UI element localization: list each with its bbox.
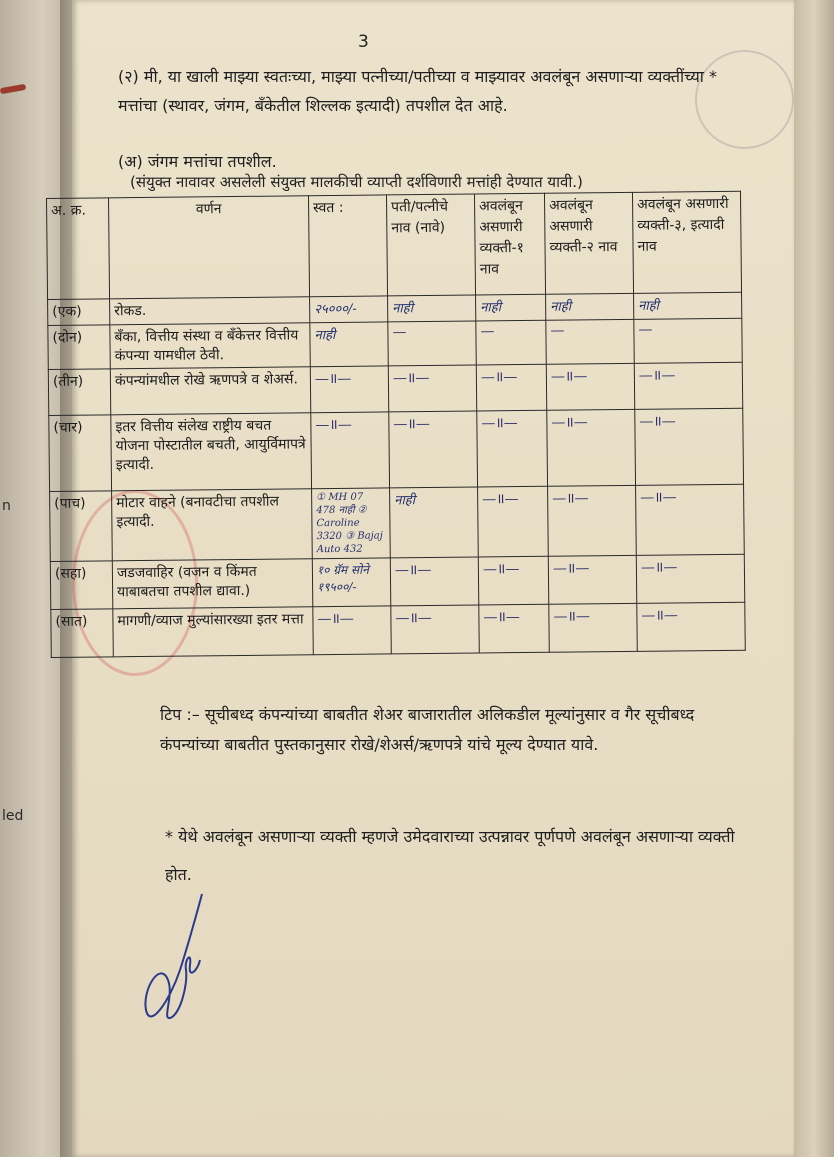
- dependent-1-value: —॥—: [479, 604, 549, 653]
- spouse-value: —॥—: [391, 605, 479, 654]
- row-number: (सहा): [50, 561, 112, 610]
- dependent-3-value: —॥—: [637, 602, 745, 651]
- dependent-3-value: —॥—: [636, 554, 744, 603]
- self-value: नाही: [310, 322, 388, 367]
- adjacent-page-fragment: led: [2, 808, 24, 824]
- header-cell: वर्णन: [109, 196, 310, 299]
- spouse-value: —॥—: [389, 411, 478, 488]
- header-cell: अवलंबून असणारी व्यक्ती-२ नाव: [544, 192, 633, 294]
- self-value: —॥—: [310, 366, 388, 413]
- dependent-2-value: नाही: [546, 293, 634, 320]
- row-number: (सात): [51, 609, 113, 658]
- table-row: [48, 318, 742, 369]
- dependent-2-value: —॥—: [546, 363, 634, 410]
- table-row: [50, 484, 745, 561]
- intro-paragraph: (२) मी, या खाली माझ्या स्वतःच्या, माझ्या पत्नीच्या/पतीच्या व माझ्यावर अवलंबून असणाऱ्या व्यक्तींच्या * मत्तांचा (स्थावर, जंगम, बँकेतील शिल्लक इत्यादी) तपशील देत आहे.: [118, 67, 718, 115]
- row-description: रोकड.: [110, 297, 310, 325]
- tip-note: टिप :– सूचीबध्द कंपन्यांच्या बाबतीत शेअर बाजारातील अलिकडील मूल्यांनुसार व गैर सूचीबध्द कंपन्यांच्या बाबतीत पुस्तकानुसार रोखे/शेअर्स/ऋणपत्रे यांचे मूल्य देण्यात यावे.: [160, 705, 695, 754]
- page-number: 3: [358, 32, 369, 52]
- row-number: (दोन): [48, 325, 110, 370]
- spouse-value: नाही: [390, 487, 479, 558]
- dependent-2-value: —॥—: [548, 555, 636, 604]
- dependent-1-value: —॥—: [476, 364, 546, 411]
- header-cell: स्वत :: [308, 195, 387, 297]
- dependent-2-value: —: [546, 319, 634, 364]
- joint-ownership-note: (संयुक्त नावावर असलेली संयुक्त मालकीची व्याप्ती दर्शविणारी मत्तांही देण्यात यावी.): [130, 173, 583, 191]
- spouse-value: —॥—: [390, 557, 478, 606]
- dependent-1-value: —॥—: [477, 410, 548, 487]
- row-number: (एक): [48, 299, 110, 326]
- row-description: जडजवाहिर (वजन व किंमत याबाबतचा तपशील द्यावा.): [112, 559, 312, 609]
- table-row: [49, 408, 744, 491]
- table-header-row: [47, 191, 742, 299]
- spouse-value: नाही: [388, 295, 476, 322]
- table-row: [48, 362, 742, 415]
- header-cell: अवलंबून असणारी व्यक्ती-१ नाव: [474, 193, 545, 295]
- dependent-2-value: —॥—: [549, 603, 637, 652]
- signature: [140, 890, 220, 1040]
- header-cell: अ. क्र.: [47, 198, 110, 300]
- row-description: मोटार वाहने (बनावटीचा तपशील इत्यादी.: [112, 489, 313, 561]
- dependent-1-value: —॥—: [478, 486, 549, 557]
- header-cell: पती/पत्नीचे नाव (नावे): [386, 194, 475, 296]
- dependent-3-value: —: [634, 318, 742, 363]
- dependent-2-value: —॥—: [548, 485, 637, 556]
- self-value: २५०००/-: [310, 296, 388, 323]
- row-description: इतर वित्तीय संलेख राष्ट्रीय बचत योजना पोस्टातील बचती, आयुर्विमापत्रे इत्यादी.: [111, 413, 312, 491]
- row-description: कंपन्यांमधील रोखे ऋणपत्रे व शेअर्स.: [110, 367, 310, 415]
- dependent-3-value: नाही: [634, 292, 742, 319]
- spouse-value: —॥—: [388, 365, 476, 412]
- row-number: (तीन): [48, 369, 110, 416]
- adjacent-page-fragment: n: [2, 498, 11, 514]
- dependent-2-value: —॥—: [547, 409, 636, 486]
- self-value: —॥—: [313, 606, 391, 655]
- header-cell: अवलंबून असणारी व्यक्ती-३, इत्यादी नाव: [632, 191, 741, 293]
- red-mark: [0, 84, 26, 94]
- spouse-value: —: [388, 321, 476, 366]
- dependent-footnote: * येथे अवलंबून असणाऱ्या व्यक्ती म्हणजे उमेदवाराच्या उत्पन्नावर पूर्णपणे अवलंबून असणाऱ्या व्यक्ती होत.: [165, 827, 735, 884]
- self-value: ① MH 07 478 नाही ② Caroline 3320 ③ Bajaj Auto 432: [312, 488, 391, 559]
- self-value: —॥—: [311, 412, 390, 489]
- dependent-3-value: —॥—: [634, 362, 742, 409]
- dependent-3-value: —॥—: [636, 484, 745, 555]
- dependent-1-value: —: [476, 320, 546, 365]
- table-row: [50, 554, 744, 609]
- dependent-1-value: —॥—: [478, 556, 548, 605]
- row-number: (पाच): [50, 491, 113, 562]
- page-edge: [794, 0, 834, 1157]
- row-description: मागणी/व्याज मुल्यांसारख्या इतर मत्ता: [113, 607, 313, 657]
- table-row: [51, 602, 745, 657]
- row-number: (चार): [49, 415, 112, 492]
- dependent-1-value: नाही: [476, 294, 546, 321]
- row-description: बँका, वित्तीय संस्था व बँकेत्तर वित्तीय कंपन्या यामधील ठेवी.: [110, 323, 310, 369]
- section-heading: (अ) जंगम मत्तांचा तपशील.: [118, 152, 277, 171]
- dependent-3-value: —॥—: [635, 408, 744, 485]
- movable-assets-table: [46, 191, 746, 658]
- self-value: १० ग्रॅम सोने १९५००/-: [312, 558, 390, 607]
